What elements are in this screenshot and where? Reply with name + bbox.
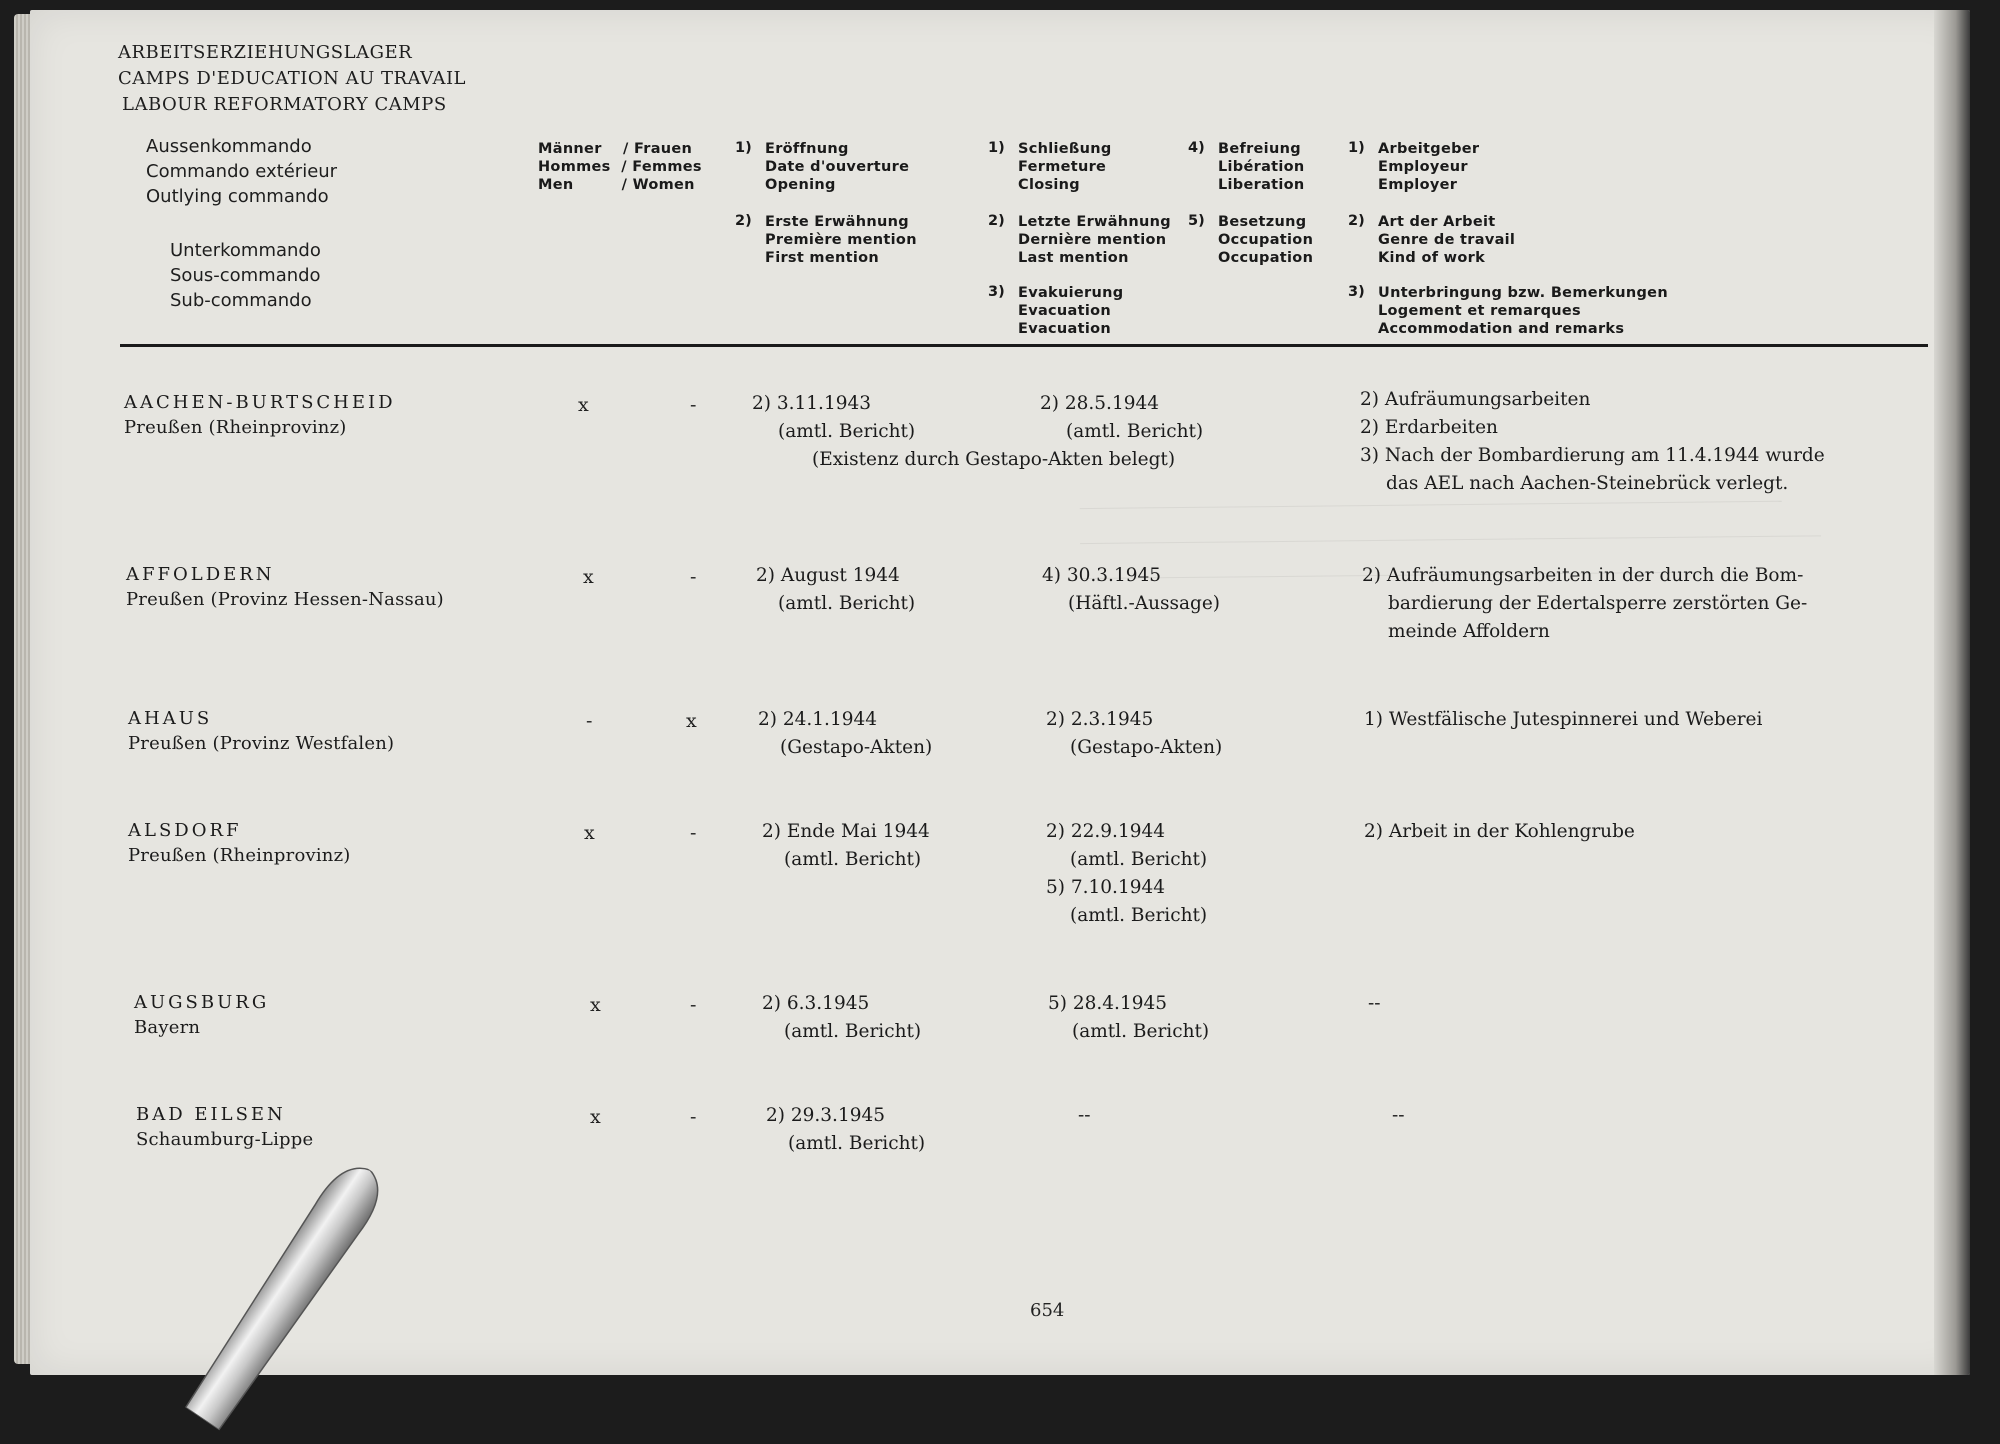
header-rule [120, 344, 1928, 347]
opening-cell: 2) Ende Mai 1944 (amtl. Bericht) [762, 821, 930, 870]
header-employer: Arbeitgeber Employeur Employer [1378, 141, 1480, 193]
camp-name: AACHEN-BURTSCHEID [124, 392, 396, 413]
header-kind-of-work: Art der Arbeit Genre de travail Kind of work [1378, 214, 1516, 266]
header-title [118, 40, 466, 118]
opening-cell: 2) 6.3.1945 (amtl. Bericht) [762, 993, 922, 1042]
remarks-cell: 1) Westfälische Jutespinnerei und Weberei [1364, 709, 1763, 730]
col4-num2: 2) [1348, 213, 1365, 229]
page-number: 654 [1030, 1300, 1065, 1321]
col2-num1: 1) [988, 140, 1005, 156]
header-liberation: Befreiung Libération Liberation [1218, 141, 1305, 193]
camp-region: Preußen (Provinz Westfalen) [128, 733, 395, 754]
col2-num2: 2) [988, 213, 1005, 229]
camp-name: AHAUS [128, 708, 213, 729]
women-mark: - [690, 994, 697, 1016]
camp-entry [134, 992, 269, 1038]
camp-name: AFFOLDERN [126, 564, 275, 585]
camp-name: AUGSBURG [134, 992, 270, 1013]
header-last-mention: Letzte Erwähnung Dernière mention Last mention [1018, 214, 1171, 266]
camp-name: BAD EILSEN [136, 1104, 286, 1125]
title-english: LABOUR REFORMATORY CAMPS [122, 94, 447, 115]
col4-num3: 3) [1348, 284, 1365, 300]
title-french: CAMPS D'EDUCATION AU TRAVAIL [118, 68, 467, 89]
header-evacuation: Evakuierung Evacuation Evacuation [1018, 285, 1124, 337]
remarks-cell: 2) Aufräumungsarbeiten in der durch die Bom- bardierung der Edertalsperre zerstörten Ge- meinde Affoldern [1362, 565, 1808, 642]
header-occupation: Besetzung Occupation Occupation [1218, 214, 1314, 266]
opening-cell: 2) 24.1.1944 (Gestapo-Akten) [758, 709, 933, 758]
women-mark: - [690, 566, 697, 588]
men-mark: x [578, 394, 589, 416]
women-mark: - [690, 394, 697, 416]
women-mark: x [686, 710, 697, 732]
col4-num1: 1) [1348, 140, 1365, 156]
closing-cell: 4) 30.3.1945 (Häftl.-Aussage) [1042, 565, 1221, 614]
type-aussenkommando: Aussenkommando Commando extérieur Outlying commando [146, 136, 338, 207]
header-first-mention: Erste Erwähnung Première mention First mention [765, 214, 917, 266]
title-german: ARBEITSERZIEHUNGSLAGER [118, 42, 413, 63]
remarks-cell: -- [1368, 993, 1381, 1014]
page-curl-shadow [1934, 10, 1970, 1375]
women-mark: - [690, 1106, 697, 1128]
remarks-cell: 2) Arbeit in der Kohlengrube [1364, 821, 1635, 842]
men-mark: x [590, 994, 601, 1016]
header-closing: Schließung Fermeture Closing [1018, 141, 1112, 193]
closing-cell: -- [1078, 1105, 1091, 1126]
header-accommodation: Unterbringung bzw. Bemerkungen Logement et remarques Accommodation and remarks [1378, 285, 1668, 337]
camp-region: Preußen (Rheinprovinz) [128, 845, 351, 866]
closing-cell: 2) 22.9.1944 (amtl. Bericht) 5) 7.10.1944 (amtl. Bericht) [1046, 821, 1208, 926]
remarks-cell: 2) Aufräumungsarbeiten 2) Erdarbeiten 3) Nach der Bombardierung am 11.4.1944 wurde das AEL nach Aachen-Steinebrück verlegt. [1360, 389, 1825, 494]
closing-cell: 5) 28.4.1945 (amtl. Bericht) [1048, 993, 1210, 1042]
women-mark: - [690, 822, 697, 844]
men-mark: x [583, 566, 594, 588]
camp-region: Preußen (Provinz Hessen-Nassau) [126, 589, 444, 610]
camp-entry [128, 820, 351, 866]
opening-cell: 2) August 1944 (amtl. Bericht) [756, 565, 916, 614]
men-mark: x [590, 1106, 601, 1128]
opening-cell: 2) 29.3.1945 (amtl. Bericht) [766, 1105, 926, 1154]
header-opening: Eröffnung Date d'ouverture Opening [765, 141, 910, 193]
camp-entry [124, 392, 396, 438]
camp-entry [136, 1104, 313, 1150]
opening-cell: 2) 3.11.1943 (amtl. Bericht) (Existenz durch Gestapo-Akten belegt) [752, 393, 1176, 470]
men-mark: x [584, 822, 595, 844]
col3-num1: 4) [1188, 140, 1205, 156]
col3-num2: 5) [1188, 213, 1205, 229]
camp-entry [126, 564, 444, 610]
remarks-cell: -- [1392, 1105, 1405, 1126]
type-unterkommando: Unterkommando Sous-commando Sub-commando [170, 240, 321, 311]
closing-cell: 2) 28.5.1944 (amtl. Bericht) [1040, 393, 1204, 442]
camp-name: ALSDORF [128, 820, 242, 841]
camp-region: Preußen (Rheinprovinz) [124, 417, 347, 438]
camp-entry [128, 708, 394, 754]
camp-region: Bayern [134, 1017, 201, 1038]
header-sex: Männer / Frauen Hommes / Femmes Men / Women [538, 141, 702, 193]
col1-num2: 2) [735, 213, 752, 229]
camp-region: Schaumburg-Lippe [136, 1129, 314, 1150]
men-mark: - [586, 710, 593, 732]
closing-cell: 2) 2.3.1945 (Gestapo-Akten) [1046, 709, 1223, 758]
col2-num3: 3) [988, 284, 1005, 300]
col1-num1: 1) [735, 140, 752, 156]
